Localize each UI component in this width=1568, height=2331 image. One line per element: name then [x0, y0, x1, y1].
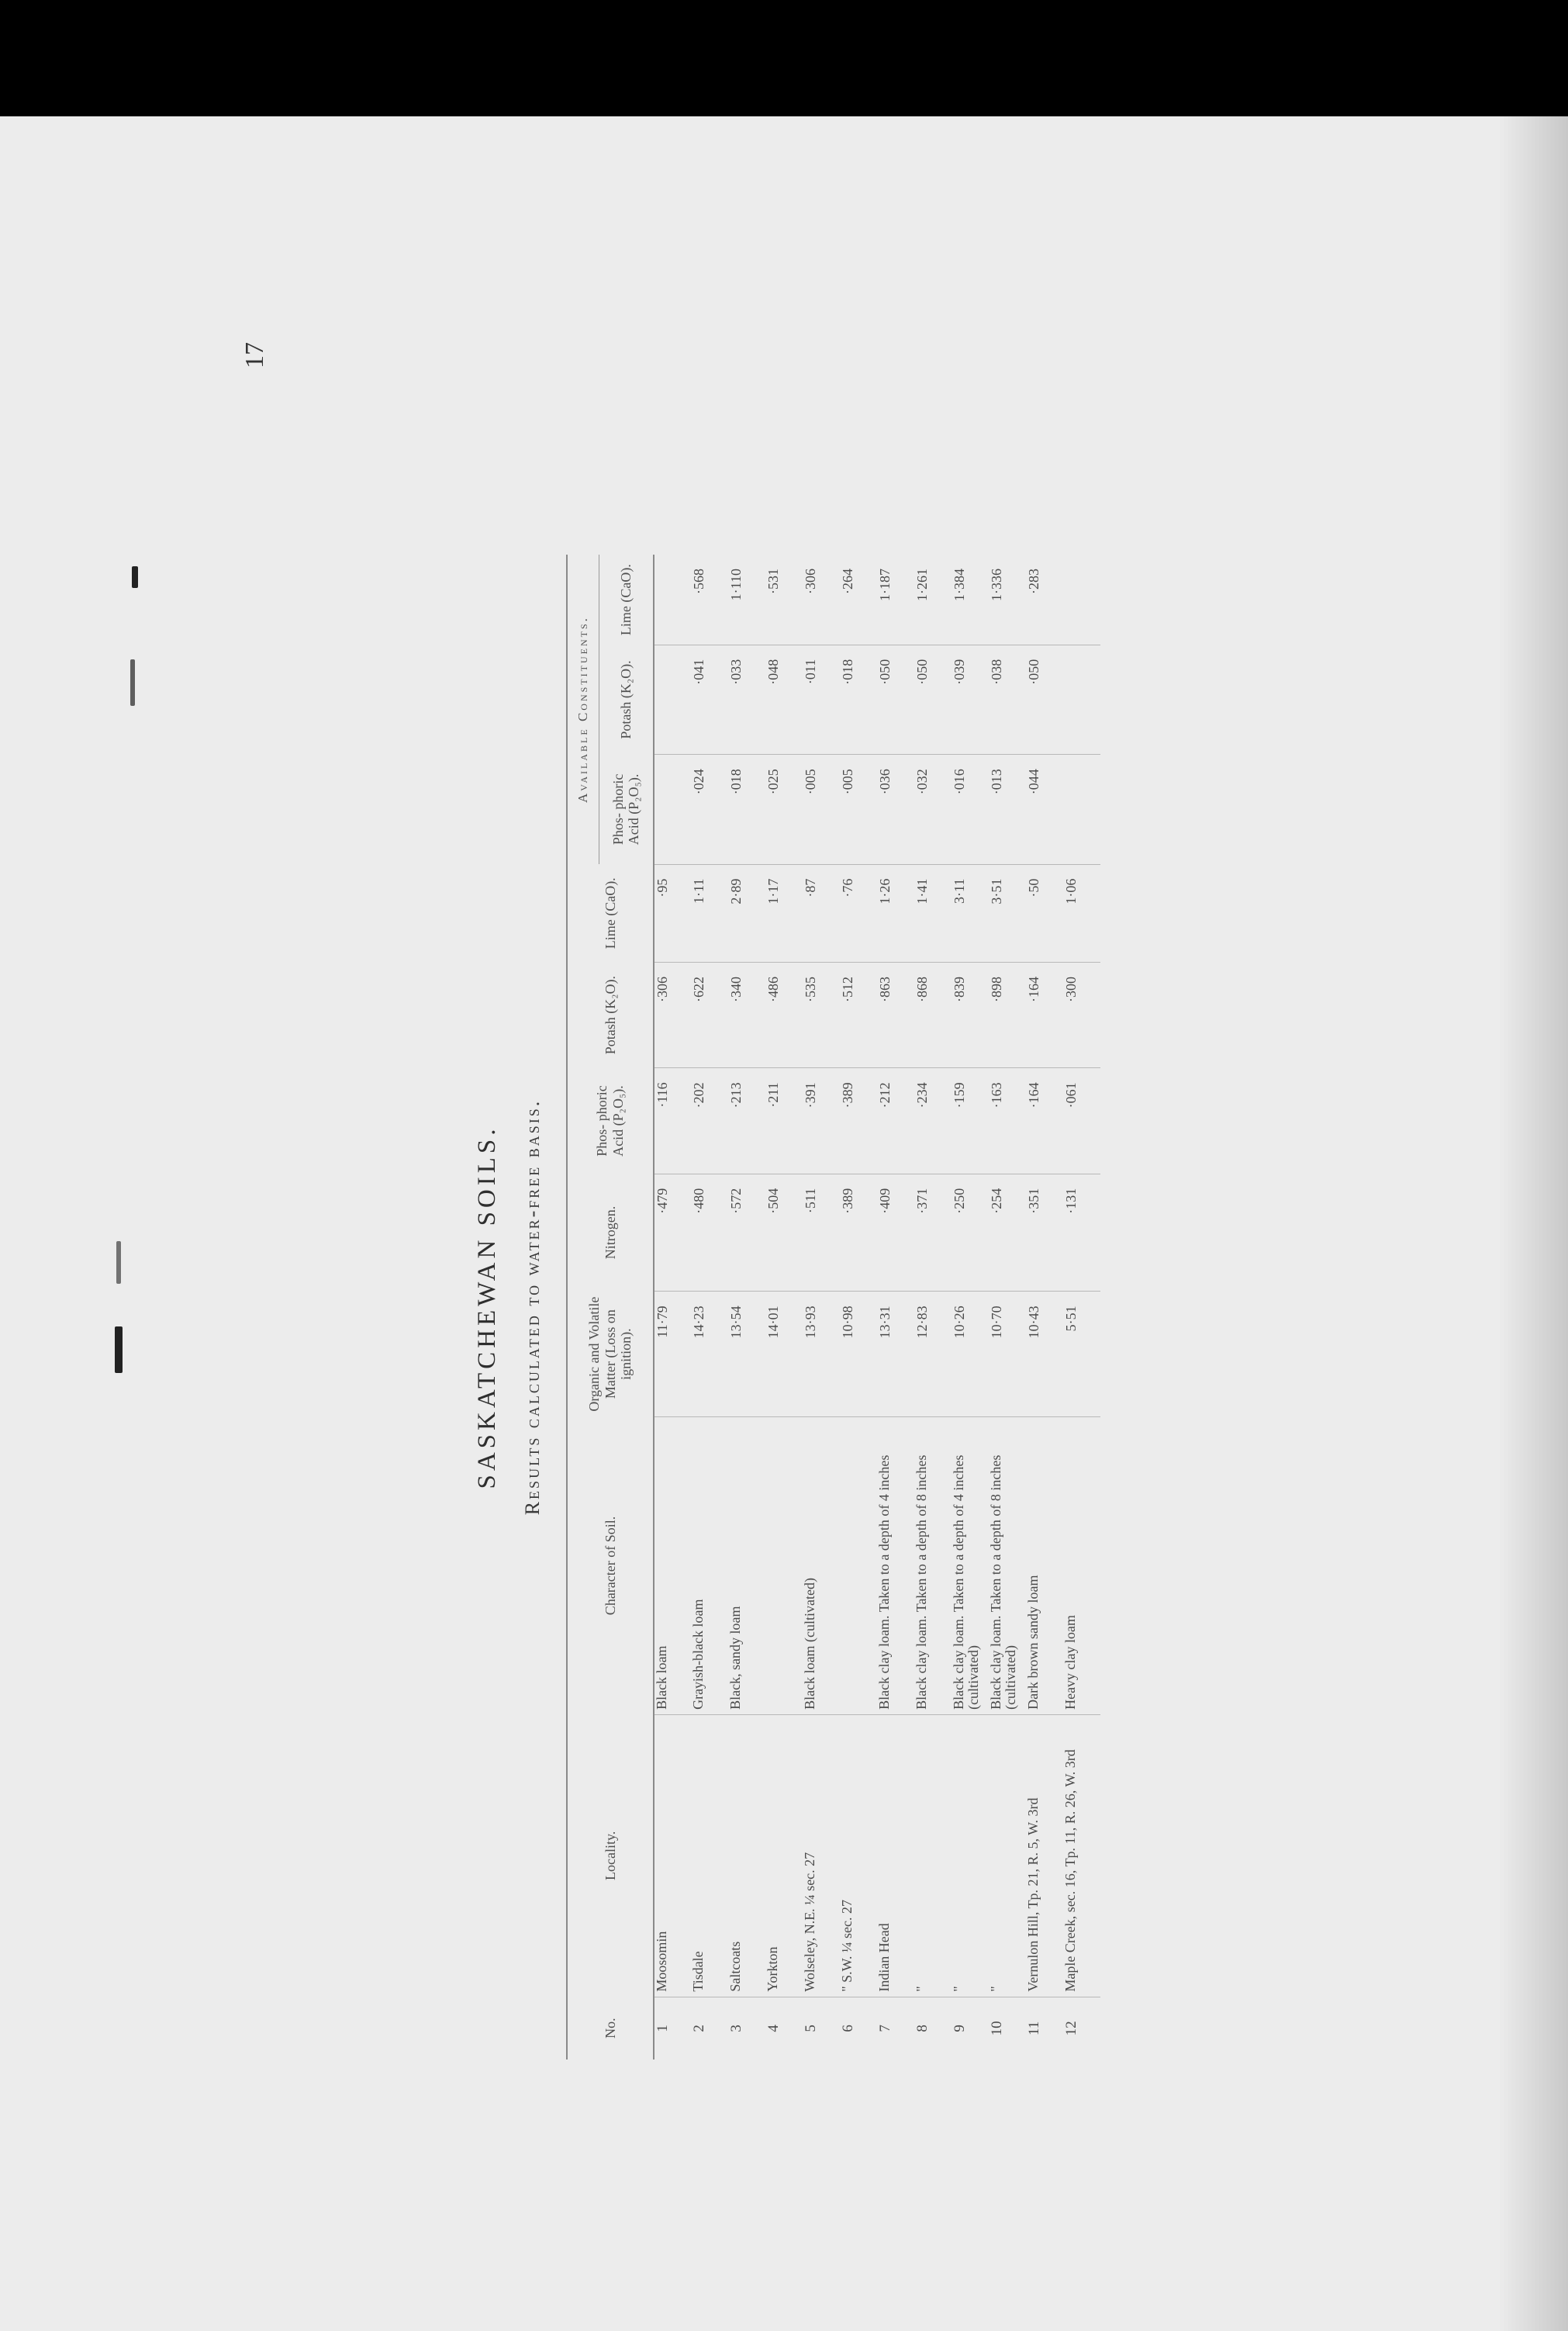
page-title: SASKATCHEWAN SOILS. — [473, 1125, 501, 1489]
cell-av-phos: ·036 — [877, 755, 914, 864]
cell-locality: " — [914, 1714, 952, 1997]
cell-lime: 1·41 — [914, 864, 952, 962]
cell-av-lime: 1·110 — [728, 555, 765, 645]
cell-locality: " — [989, 1714, 1026, 1997]
cell-potash: ·300 — [1063, 962, 1100, 1067]
cell-av-potash: ·039 — [952, 645, 989, 754]
cell-av-potash: ·011 — [803, 645, 840, 754]
cell-lime: 1·26 — [877, 864, 914, 962]
cell-av-potash — [1063, 645, 1100, 754]
table-row — [840, 555, 877, 2060]
cell-no: 7 — [876, 2025, 893, 2032]
page-edge-shadow — [1498, 116, 1568, 2331]
cell-av-potash: ·041 — [691, 645, 728, 754]
cell-nitrogen: ·511 — [803, 1174, 840, 1292]
cell-locality: Moosomin — [654, 1714, 691, 1997]
cell-av-phos: ·032 — [914, 755, 952, 864]
cell-av-potash: ·050 — [914, 645, 952, 754]
cell-potash: ·863 — [877, 962, 914, 1067]
cell-potash: ·306 — [654, 962, 691, 1067]
cell-phos: ·116 — [654, 1068, 691, 1174]
cell-potash: ·839 — [952, 962, 989, 1067]
cell-av-phos: ·025 — [765, 755, 803, 864]
cell-av-phos: ·016 — [952, 755, 989, 864]
scan-mark — [130, 659, 135, 706]
table-row — [765, 555, 803, 2060]
cell-phos: ·212 — [877, 1068, 914, 1174]
cell-organic: 14·23 — [691, 1292, 728, 1417]
cell-locality: Yorkton — [765, 1714, 803, 1997]
header-phos: Phos- phoric Acid (P₂O₅). — [567, 1068, 654, 1174]
cell-potash: ·164 — [1026, 962, 1063, 1067]
cell-potash: ·622 — [691, 962, 728, 1067]
cell-lime: ·95 — [654, 864, 691, 962]
cell-character: Black clay loam. Taken to a depth of 8 inches — [914, 1416, 952, 1714]
cell-lime: 2·89 — [728, 864, 765, 962]
cell-nitrogen: ·389 — [840, 1174, 877, 1292]
cell-av-phos — [1063, 755, 1100, 864]
cell-locality: Wolseley, N.E. ¼ sec. 27 — [803, 1714, 840, 1997]
cell-organic: 12·83 — [914, 1292, 952, 1417]
header-available-phos: Phos- phoric Acid (P₂O₅). — [599, 755, 654, 864]
table-row — [728, 555, 765, 2060]
cell-av-lime — [1063, 555, 1100, 645]
cell-av-lime: ·568 — [691, 555, 728, 645]
cell-phos: ·211 — [765, 1068, 803, 1174]
cell-av-potash: ·050 — [877, 645, 914, 754]
cell-phos: ·234 — [914, 1068, 952, 1174]
cell-phos: ·163 — [989, 1068, 1026, 1174]
cell-no: 4 — [765, 2025, 782, 2032]
cell-lime: 1·06 — [1063, 864, 1100, 962]
cell-character: Black, sandy loam — [728, 1416, 765, 1714]
cell-organic: 10·98 — [840, 1292, 877, 1417]
header-locality: Locality. — [567, 1714, 654, 1997]
header-no: No. — [567, 1997, 654, 2060]
cell-phos: ·159 — [952, 1068, 989, 1174]
cell-phos: ·164 — [1026, 1068, 1063, 1174]
cell-nitrogen: ·250 — [952, 1174, 989, 1292]
cell-no: 3 — [727, 2025, 744, 2032]
cell-av-lime: ·264 — [840, 555, 877, 645]
cell-character: Black clay loam. Taken to a depth of 4 inches (cultivated) — [952, 1416, 989, 1714]
header-character: Character of Soil. — [567, 1416, 654, 1714]
cell-organic: 5·51 — [1063, 1292, 1100, 1417]
cell-organic: 13·31 — [877, 1292, 914, 1417]
cell-no: 9 — [951, 2025, 968, 2032]
cell-lime: ·87 — [803, 864, 840, 962]
cell-lime: ·50 — [1026, 864, 1063, 962]
cell-nitrogen: ·480 — [691, 1174, 728, 1292]
cell-no: 5 — [802, 2025, 819, 2032]
page-subtitle: Results calculated to water-free basis. — [521, 1098, 544, 1516]
cell-potash: ·486 — [765, 962, 803, 1067]
header-lime: Lime (CaO). — [567, 864, 654, 962]
cell-av-potash — [654, 645, 691, 754]
cell-av-phos: ·024 — [691, 755, 728, 864]
header-nitrogen: Nitrogen. — [567, 1174, 654, 1292]
cell-organic: 13·54 — [728, 1292, 765, 1417]
cell-organic: 11·79 — [654, 1292, 691, 1417]
cell-nitrogen: ·504 — [765, 1174, 803, 1292]
cell-lime: 3·51 — [989, 864, 1026, 962]
cell-no: 1 — [654, 2025, 671, 2032]
cell-character: Dark brown sandy loam — [1026, 1416, 1063, 1714]
cell-nitrogen: ·131 — [1063, 1174, 1100, 1292]
cell-character: Grayish-black loam — [691, 1416, 728, 1714]
cell-av-lime: 1·384 — [952, 555, 989, 645]
cell-lime: 3·11 — [952, 864, 989, 962]
header-available-potash: Potash (K₂O). — [599, 645, 654, 754]
cell-av-phos — [654, 755, 691, 864]
cell-lime: 1·17 — [765, 864, 803, 962]
soil-analysis-table — [566, 555, 1100, 2060]
cell-nitrogen: ·572 — [728, 1174, 765, 1292]
cell-phos: ·061 — [1063, 1068, 1100, 1174]
cell-av-phos: ·044 — [1026, 755, 1063, 864]
header-available-constituents: Available Constituents. — [567, 555, 599, 864]
cell-potash: ·512 — [840, 962, 877, 1067]
cell-character: Black clay loam. Taken to a depth of 8 inches (cultivated) — [989, 1416, 1026, 1714]
cell-locality: Saltcoats — [728, 1714, 765, 1997]
cell-potash: ·898 — [989, 962, 1026, 1067]
table-row — [803, 555, 840, 2060]
cell-av-lime: ·283 — [1026, 555, 1063, 645]
table-body — [654, 555, 1100, 2060]
header-organic: Organic and Volatile Matter (Loss on ignition). — [567, 1292, 654, 1417]
cell-phos: ·202 — [691, 1068, 728, 1174]
cell-av-potash: ·048 — [765, 645, 803, 754]
cell-locality: Indian Head — [877, 1714, 914, 1997]
cell-no: 12 — [1062, 2021, 1079, 2036]
cell-organic: 10·26 — [952, 1292, 989, 1417]
cell-nitrogen: ·409 — [877, 1174, 914, 1292]
rotated-page-content — [240, 97, 1388, 2060]
cell-no: 8 — [914, 2025, 931, 2032]
cell-organic: 13·93 — [803, 1292, 840, 1417]
scan-mark — [132, 566, 138, 588]
cell-locality: Maple Creek, sec. 16, Tp. 11, R. 26, W. 3rd — [1063, 1714, 1100, 1997]
cell-av-potash: ·038 — [989, 645, 1026, 754]
cell-nitrogen: ·371 — [914, 1174, 952, 1292]
cell-potash: ·868 — [914, 962, 952, 1067]
cell-no: 2 — [690, 2025, 707, 2032]
cell-av-lime — [654, 555, 691, 645]
cell-av-potash: ·018 — [840, 645, 877, 754]
cell-no: 10 — [988, 2021, 1005, 2036]
cell-locality: Vernulon Hill, Tp. 21, R. 5, W. 3rd — [1026, 1714, 1063, 1997]
table-row — [877, 555, 914, 2060]
cell-av-phos: ·013 — [989, 755, 1026, 864]
cell-av-lime: ·306 — [803, 555, 840, 645]
cell-av-lime: 1·261 — [914, 555, 952, 645]
cell-av-lime: 1·336 — [989, 555, 1026, 645]
cell-locality: Tisdale — [691, 1714, 728, 1997]
cell-nitrogen: ·479 — [654, 1174, 691, 1292]
table-row — [989, 555, 1026, 2060]
cell-potash: ·535 — [803, 962, 840, 1067]
table-row — [1026, 555, 1063, 2060]
table-row — [691, 555, 728, 2060]
cell-no: 6 — [839, 2025, 856, 2032]
table-row — [914, 555, 952, 2060]
cell-av-potash: ·033 — [728, 645, 765, 754]
cell-lime: 1·11 — [691, 864, 728, 962]
cell-av-phos: ·005 — [840, 755, 877, 864]
header-potash: Potash (K₂O). — [567, 962, 654, 1067]
cell-av-lime: 1·187 — [877, 555, 914, 645]
cell-nitrogen: ·351 — [1026, 1174, 1063, 1292]
cell-character: Black loam — [654, 1416, 691, 1714]
header-available-lime: Lime (CaO). — [599, 555, 654, 645]
cell-locality: " S.W. ¼ sec. 27 — [840, 1714, 877, 1997]
scan-mark — [115, 1326, 123, 1373]
table-row — [1063, 555, 1100, 2060]
cell-organic: 10·70 — [989, 1292, 1026, 1417]
cell-av-phos: ·005 — [803, 755, 840, 864]
cell-phos: ·389 — [840, 1068, 877, 1174]
cell-lime: ·76 — [840, 864, 877, 962]
cell-character: Heavy clay loam — [1063, 1416, 1100, 1714]
cell-av-lime: ·531 — [765, 555, 803, 645]
page-number: 17 — [240, 342, 269, 368]
scan-mark — [116, 1241, 121, 1284]
cell-character: Black clay loam. Taken to a depth of 4 inches — [877, 1416, 914, 1714]
cell-character — [765, 1416, 803, 1714]
cell-nitrogen: ·254 — [989, 1174, 1026, 1292]
cell-av-potash: ·050 — [1026, 645, 1063, 754]
cell-no: 11 — [1025, 2021, 1042, 2035]
cell-organic: 10·43 — [1026, 1292, 1063, 1417]
cell-phos: ·391 — [803, 1068, 840, 1174]
cell-organic: 14·01 — [765, 1292, 803, 1417]
cell-locality: " — [952, 1714, 989, 1997]
table-row — [654, 555, 691, 2060]
cell-character: Black loam (cultivated) — [803, 1416, 840, 1714]
cell-character — [840, 1416, 877, 1714]
cell-phos: ·213 — [728, 1068, 765, 1174]
cell-potash: ·340 — [728, 962, 765, 1067]
table-row — [952, 555, 989, 2060]
cell-av-phos: ·018 — [728, 755, 765, 864]
